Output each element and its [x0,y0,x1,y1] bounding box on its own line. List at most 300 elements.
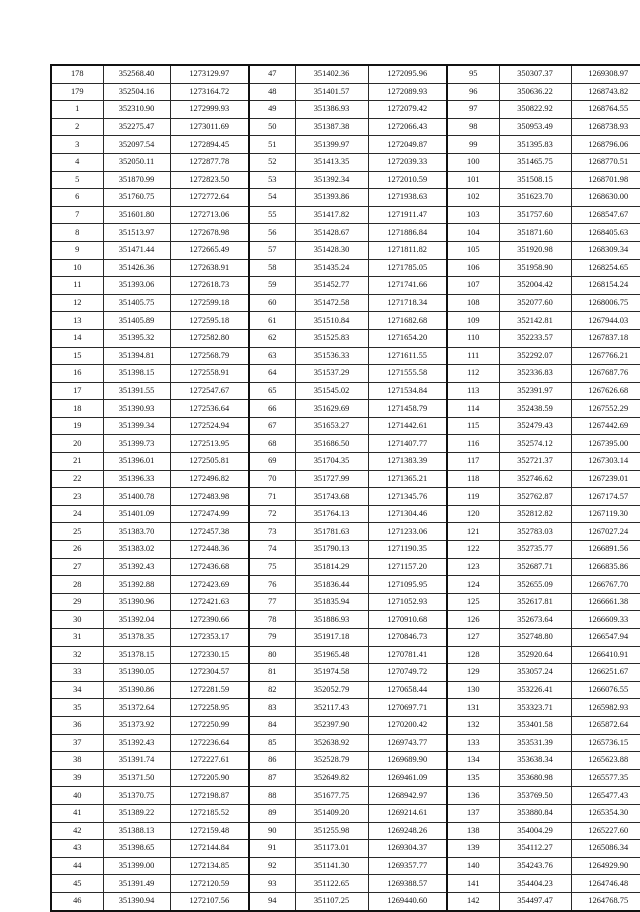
point-number-cell: 23 [51,488,103,506]
point-number-cell: 12 [51,294,103,312]
point-number-cell: 112 [447,365,499,383]
point-number-cell: 13 [51,312,103,330]
y-coordinate-cell: 1271811.82 [368,241,447,259]
point-number-cell: 119 [447,488,499,506]
x-coordinate-cell: 351402.36 [295,65,368,83]
y-coordinate-cell: 1266661.38 [571,593,640,611]
y-coordinate-cell: 1272049.87 [368,136,447,154]
point-number-cell: 140 [447,857,499,875]
y-coordinate-cell: 1268770.51 [571,153,640,171]
y-coordinate-cell: 1267837.18 [571,329,640,347]
point-number-cell: 118 [447,470,499,488]
x-coordinate-cell: 351525.83 [295,329,368,347]
point-number-cell: 67 [249,417,295,435]
point-number-cell: 3 [51,136,103,154]
point-number-cell: 57 [249,241,295,259]
y-coordinate-cell: 1272250.99 [170,716,249,734]
point-number-cell: 54 [249,189,295,207]
y-coordinate-cell: 1267552.29 [571,400,640,418]
y-coordinate-cell: 1272638.91 [170,259,249,277]
point-number-cell: 124 [447,576,499,594]
table-row [51,699,640,717]
point-number-cell: 122 [447,541,499,559]
y-coordinate-cell: 1271442.61 [368,417,447,435]
table-row [51,716,640,734]
point-number-cell: 95 [447,65,499,83]
y-coordinate-cell: 1272089.93 [368,83,447,101]
x-coordinate-cell: 352655.09 [499,576,571,594]
y-coordinate-cell: 1267766.21 [571,347,640,365]
y-coordinate-cell: 1265086.34 [571,840,640,858]
y-coordinate-cell: 1271190.35 [368,541,447,559]
y-coordinate-cell: 1269461.09 [368,769,447,787]
point-number-cell: 60 [249,294,295,312]
y-coordinate-cell: 1272678.98 [170,224,249,242]
y-coordinate-cell: 1272582.80 [170,329,249,347]
x-coordinate-cell: 351122.65 [295,875,368,893]
point-number-cell: 82 [249,681,295,699]
y-coordinate-cell: 1272066.43 [368,118,447,136]
point-number-cell: 92 [249,857,295,875]
x-coordinate-cell: 351428.30 [295,241,368,259]
point-number-cell: 44 [51,857,103,875]
table-row [51,664,640,682]
y-coordinate-cell: 1269248.26 [368,822,447,840]
x-coordinate-cell: 352504.16 [103,83,170,101]
point-number-cell: 114 [447,400,499,418]
table-row [51,629,640,647]
point-number-cell: 30 [51,611,103,629]
point-number-cell: 137 [447,804,499,822]
point-number-cell: 117 [447,453,499,471]
x-coordinate-cell: 352748.80 [499,629,571,647]
x-coordinate-cell: 351400.78 [103,488,170,506]
point-number-cell: 138 [447,822,499,840]
point-number-cell: 81 [249,664,295,682]
point-number-cell: 35 [51,699,103,717]
point-number-cell: 86 [249,752,295,770]
point-number-cell: 21 [51,453,103,471]
x-coordinate-cell: 352920.64 [499,646,571,664]
point-number-cell: 28 [51,576,103,594]
y-coordinate-cell: 1272457.38 [170,523,249,541]
y-coordinate-cell: 1269388.57 [368,875,447,893]
point-number-cell: 104 [447,224,499,242]
point-number-cell: 32 [51,646,103,664]
x-coordinate-cell: 351760.75 [103,189,170,207]
point-number-cell: 56 [249,224,295,242]
y-coordinate-cell: 1272999.93 [170,101,249,119]
point-number-cell: 62 [249,329,295,347]
point-number-cell: 83 [249,699,295,717]
point-number-cell: 42 [51,822,103,840]
x-coordinate-cell: 350307.37 [499,65,571,83]
x-coordinate-cell: 351545.02 [295,382,368,400]
x-coordinate-cell: 351958.90 [499,259,571,277]
x-coordinate-cell: 351394.81 [103,347,170,365]
y-coordinate-cell: 1272547.67 [170,382,249,400]
table-row [51,294,640,312]
point-number-cell: 93 [249,875,295,893]
point-number-cell: 11 [51,277,103,295]
y-coordinate-cell: 1272079.42 [368,101,447,119]
y-coordinate-cell: 1271938.63 [368,189,447,207]
y-coordinate-cell: 1264929.90 [571,857,640,875]
x-coordinate-cell: 351393.86 [295,189,368,207]
x-coordinate-cell: 352783.03 [499,523,571,541]
y-coordinate-cell: 1269214.61 [368,804,447,822]
point-number-cell: 9 [51,241,103,259]
x-coordinate-cell: 351920.98 [499,241,571,259]
point-number-cell: 108 [447,294,499,312]
y-coordinate-cell: 1270658.44 [368,681,447,699]
y-coordinate-cell: 1269308.97 [571,65,640,83]
x-coordinate-cell: 351510.84 [295,312,368,330]
point-number-cell: 59 [249,277,295,295]
x-coordinate-cell: 351372.64 [103,699,170,717]
y-coordinate-cell: 1267442.69 [571,417,640,435]
x-coordinate-cell: 350822.92 [499,101,571,119]
x-coordinate-cell: 353769.50 [499,787,571,805]
point-number-cell: 18 [51,400,103,418]
y-coordinate-cell: 1268006.75 [571,294,640,312]
point-number-cell: 101 [447,171,499,189]
y-coordinate-cell: 1269304.37 [368,840,447,858]
x-coordinate-cell: 351392.88 [103,576,170,594]
point-number-cell: 34 [51,681,103,699]
y-coordinate-cell: 1269689.90 [368,752,447,770]
point-number-cell: 116 [447,435,499,453]
y-coordinate-cell: 1272877.78 [170,153,249,171]
x-coordinate-cell: 351871.60 [499,224,571,242]
x-coordinate-cell: 351390.05 [103,664,170,682]
table-row [51,400,640,418]
x-coordinate-cell: 351390.86 [103,681,170,699]
x-coordinate-cell: 351401.57 [295,83,368,101]
x-coordinate-cell: 351371.50 [103,769,170,787]
y-coordinate-cell: 1272330.15 [170,646,249,664]
x-coordinate-cell: 351398.65 [103,840,170,858]
y-coordinate-cell: 1272713.06 [170,206,249,224]
table-row [51,382,640,400]
x-coordinate-cell: 351399.00 [103,857,170,875]
table-row [51,329,640,347]
x-coordinate-cell: 352528.79 [295,752,368,770]
coordinate-table [50,64,640,912]
y-coordinate-cell: 1271458.79 [368,400,447,418]
point-number-cell: 47 [249,65,295,83]
y-coordinate-cell: 1269440.60 [368,892,447,910]
y-coordinate-cell: 1268743.82 [571,83,640,101]
point-number-cell: 25 [51,523,103,541]
point-number-cell: 75 [249,558,295,576]
x-coordinate-cell: 352292.07 [499,347,571,365]
x-coordinate-cell: 351677.75 [295,787,368,805]
point-number-cell: 33 [51,664,103,682]
y-coordinate-cell: 1264768.75 [571,892,640,910]
point-number-cell: 66 [249,400,295,418]
x-coordinate-cell: 351390.93 [103,400,170,418]
y-coordinate-cell: 1266891.56 [571,541,640,559]
table-row [51,206,640,224]
point-number-cell: 53 [249,171,295,189]
y-coordinate-cell: 1265623.88 [571,752,640,770]
x-coordinate-cell: 351389.22 [103,804,170,822]
x-coordinate-cell: 351435.24 [295,259,368,277]
x-coordinate-cell: 352479.43 [499,417,571,435]
point-number-cell: 10 [51,259,103,277]
y-coordinate-cell: 1271383.39 [368,453,447,471]
x-coordinate-cell: 351413.35 [295,153,368,171]
table-row [51,892,640,910]
point-number-cell: 31 [51,629,103,647]
y-coordinate-cell: 1268154.24 [571,277,640,295]
point-number-cell: 80 [249,646,295,664]
y-coordinate-cell: 1272236.64 [170,734,249,752]
y-coordinate-cell: 1271157.20 [368,558,447,576]
y-coordinate-cell: 1272304.57 [170,664,249,682]
y-coordinate-cell: 1264746.48 [571,875,640,893]
point-number-cell: 27 [51,558,103,576]
y-coordinate-cell: 1272513.95 [170,435,249,453]
table-row [51,365,640,383]
point-number-cell: 6 [51,189,103,207]
x-coordinate-cell: 351917.18 [295,629,368,647]
point-number-cell: 131 [447,699,499,717]
y-coordinate-cell: 1269743.77 [368,734,447,752]
table-row [51,734,640,752]
point-number-cell: 2 [51,118,103,136]
y-coordinate-cell: 1270846.73 [368,629,447,647]
x-coordinate-cell: 352638.92 [295,734,368,752]
x-coordinate-cell: 351141.30 [295,857,368,875]
x-coordinate-cell: 354004.29 [499,822,571,840]
y-coordinate-cell: 1265577.35 [571,769,640,787]
x-coordinate-cell: 352617.81 [499,593,571,611]
y-coordinate-cell: 1272536.64 [170,400,249,418]
y-coordinate-cell: 1267626.68 [571,382,640,400]
point-number-cell: 107 [447,277,499,295]
y-coordinate-cell: 1266410.91 [571,646,640,664]
x-coordinate-cell: 351686.50 [295,435,368,453]
point-number-cell: 121 [447,523,499,541]
point-number-cell: 113 [447,382,499,400]
y-coordinate-cell: 1272390.66 [170,611,249,629]
point-number-cell: 64 [249,365,295,383]
x-coordinate-cell: 351255.98 [295,822,368,840]
table-row [51,488,640,506]
x-coordinate-cell: 351395.83 [499,136,571,154]
point-number-cell: 96 [447,83,499,101]
y-coordinate-cell: 1272772.64 [170,189,249,207]
table-row [51,769,640,787]
x-coordinate-cell: 351387.38 [295,118,368,136]
y-coordinate-cell: 1272595.18 [170,312,249,330]
x-coordinate-cell: 351870.99 [103,171,170,189]
table-row [51,576,640,594]
x-coordinate-cell: 351743.68 [295,488,368,506]
point-number-cell: 94 [249,892,295,910]
point-number-cell: 45 [51,875,103,893]
x-coordinate-cell: 351764.13 [295,505,368,523]
x-coordinate-cell: 352142.81 [499,312,571,330]
x-coordinate-cell: 352397.90 [295,716,368,734]
point-number-cell: 98 [447,118,499,136]
x-coordinate-cell: 351392.04 [103,611,170,629]
y-coordinate-cell: 1268701.98 [571,171,640,189]
point-number-cell: 76 [249,576,295,594]
point-number-cell: 110 [447,329,499,347]
y-coordinate-cell: 1272198.87 [170,787,249,805]
table-row [51,611,640,629]
x-coordinate-cell: 351395.32 [103,329,170,347]
table-row [51,822,640,840]
x-coordinate-cell: 352721.37 [499,453,571,471]
point-number-cell: 15 [51,347,103,365]
x-coordinate-cell: 351390.96 [103,593,170,611]
point-number-cell: 78 [249,611,295,629]
x-coordinate-cell: 354497.47 [499,892,571,910]
point-number-cell: 37 [51,734,103,752]
x-coordinate-cell: 351392.34 [295,171,368,189]
x-coordinate-cell: 351373.92 [103,716,170,734]
point-number-cell: 5 [51,171,103,189]
y-coordinate-cell: 1270781.41 [368,646,447,664]
x-coordinate-cell: 351781.63 [295,523,368,541]
table-row [51,541,640,559]
y-coordinate-cell: 1271365.21 [368,470,447,488]
y-coordinate-cell: 1267174.57 [571,488,640,506]
y-coordinate-cell: 1268309.34 [571,241,640,259]
y-coordinate-cell: 1272039.33 [368,153,447,171]
table-row [51,435,640,453]
y-coordinate-cell: 1267027.24 [571,523,640,541]
y-coordinate-cell: 1268738.93 [571,118,640,136]
table-row [51,153,640,171]
point-number-cell: 87 [249,769,295,787]
y-coordinate-cell: 1265477.43 [571,787,640,805]
x-coordinate-cell: 351704.35 [295,453,368,471]
x-coordinate-cell: 352812.82 [499,505,571,523]
point-number-cell: 105 [447,241,499,259]
x-coordinate-cell: 352275.47 [103,118,170,136]
y-coordinate-cell: 1272134.85 [170,857,249,875]
x-coordinate-cell: 352050.11 [103,153,170,171]
table-row [51,312,640,330]
y-coordinate-cell: 1271886.84 [368,224,447,242]
point-number-cell: 26 [51,541,103,559]
table-row [51,804,640,822]
y-coordinate-cell: 1272095.96 [368,65,447,83]
x-coordinate-cell: 351601.80 [103,206,170,224]
y-coordinate-cell: 1268254.65 [571,259,640,277]
y-coordinate-cell: 1268942.97 [368,787,447,805]
y-coordinate-cell: 1271718.34 [368,294,447,312]
x-coordinate-cell: 351974.58 [295,664,368,682]
point-number-cell: 127 [447,629,499,647]
table-row [51,118,640,136]
x-coordinate-cell: 352762.87 [499,488,571,506]
point-number-cell: 38 [51,752,103,770]
x-coordinate-cell: 351370.75 [103,787,170,805]
x-coordinate-cell: 354243.76 [499,857,571,875]
y-coordinate-cell: 1272558.91 [170,365,249,383]
point-number-cell: 8 [51,224,103,242]
x-coordinate-cell: 351814.29 [295,558,368,576]
y-coordinate-cell: 1272823.50 [170,171,249,189]
y-coordinate-cell: 1272144.84 [170,840,249,858]
point-number-cell: 73 [249,523,295,541]
point-number-cell: 16 [51,365,103,383]
y-coordinate-cell: 1271611.55 [368,347,447,365]
x-coordinate-cell: 351417.82 [295,206,368,224]
point-number-cell: 79 [249,629,295,647]
table-row [51,136,640,154]
x-coordinate-cell: 353531.39 [499,734,571,752]
y-coordinate-cell: 1271785.05 [368,259,447,277]
x-coordinate-cell: 351836.44 [295,576,368,594]
x-coordinate-cell: 352233.57 [499,329,571,347]
table-row [51,840,640,858]
y-coordinate-cell: 1271304.46 [368,505,447,523]
point-number-cell: 72 [249,505,295,523]
point-number-cell: 141 [447,875,499,893]
point-number-cell: 135 [447,769,499,787]
x-coordinate-cell: 352077.60 [499,294,571,312]
x-coordinate-cell: 351401.09 [103,505,170,523]
x-coordinate-cell: 351107.25 [295,892,368,910]
x-coordinate-cell: 352438.59 [499,400,571,418]
x-coordinate-cell: 351790.13 [295,541,368,559]
point-number-cell: 91 [249,840,295,858]
x-coordinate-cell: 354404.23 [499,875,571,893]
point-number-cell: 55 [249,206,295,224]
point-number-cell: 103 [447,206,499,224]
point-number-cell: 29 [51,593,103,611]
table-row [51,875,640,893]
y-coordinate-cell: 1271911.47 [368,206,447,224]
point-number-cell: 61 [249,312,295,330]
table-row [51,505,640,523]
x-coordinate-cell: 351426.36 [103,259,170,277]
point-number-cell: 52 [249,153,295,171]
y-coordinate-cell: 1265872.64 [571,716,640,734]
table-row [51,646,640,664]
x-coordinate-cell: 351392.43 [103,734,170,752]
x-coordinate-cell: 351409.20 [295,804,368,822]
y-coordinate-cell: 1273129.97 [170,65,249,83]
y-coordinate-cell: 1272474.99 [170,505,249,523]
x-coordinate-cell: 351727.99 [295,470,368,488]
y-coordinate-cell: 1272227.61 [170,752,249,770]
x-coordinate-cell: 353323.71 [499,699,571,717]
x-coordinate-cell: 351399.34 [103,417,170,435]
y-coordinate-cell: 1270749.72 [368,664,447,682]
y-coordinate-cell: 1272436.68 [170,558,249,576]
point-number-cell: 48 [249,83,295,101]
point-number-cell: 22 [51,470,103,488]
y-coordinate-cell: 1272618.73 [170,277,249,295]
y-coordinate-cell: 1265982.93 [571,699,640,717]
point-number-cell: 115 [447,417,499,435]
x-coordinate-cell: 351378.15 [103,646,170,664]
point-number-cell: 99 [447,136,499,154]
table-row [51,857,640,875]
y-coordinate-cell: 1271095.95 [368,576,447,594]
y-coordinate-cell: 1267119.30 [571,505,640,523]
table-row [51,752,640,770]
table-row [51,681,640,699]
